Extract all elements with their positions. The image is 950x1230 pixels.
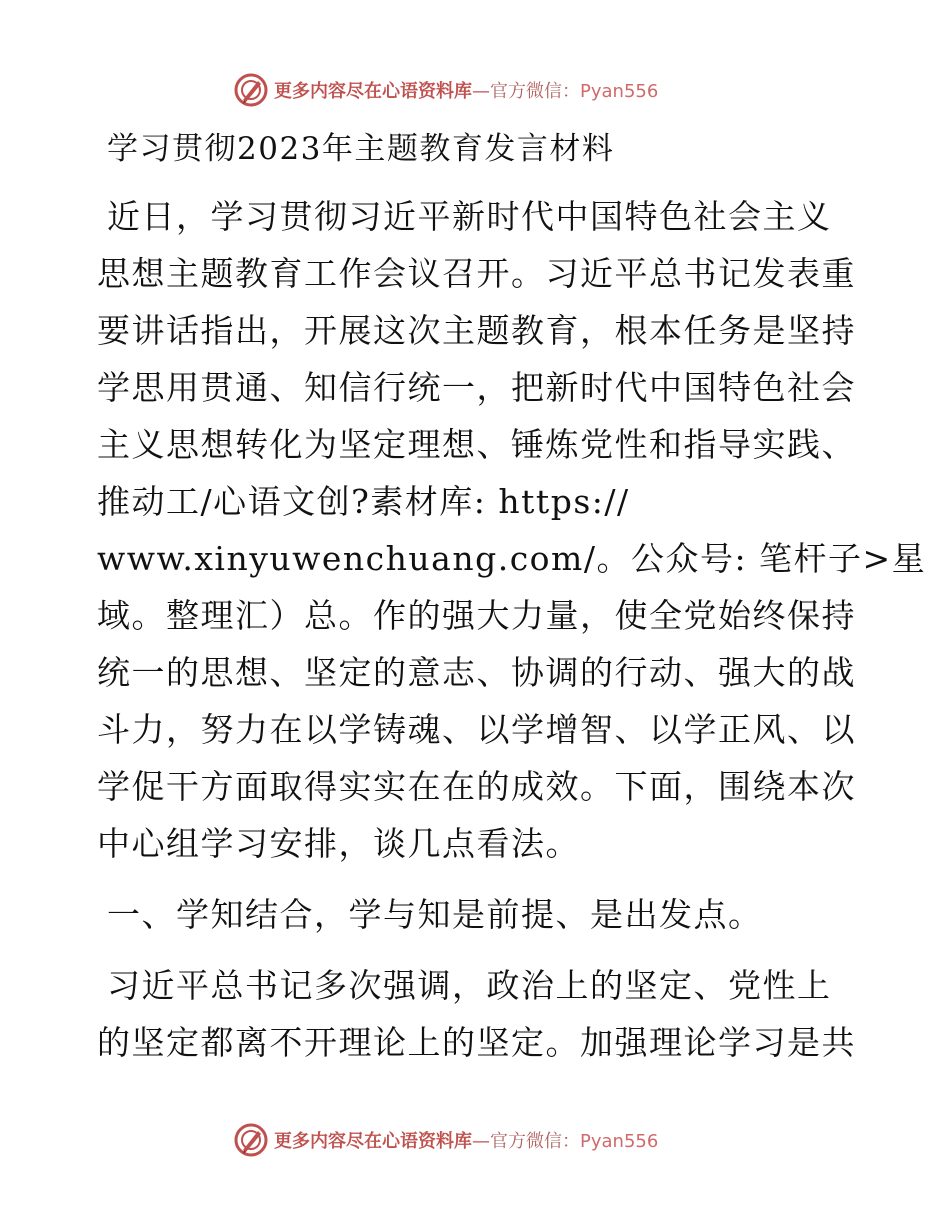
- paragraph-line: 域。整理汇）总。作的强大力量，使全党始终保持: [97, 596, 856, 635]
- banner-wechat-label: 官方微信：: [490, 1131, 580, 1152]
- paragraph-line: 斗力，努力在以学铸魂、以学增智、以学正风、以: [97, 710, 856, 749]
- banner-site: 更多内容尽在心语资料库: [274, 81, 472, 102]
- paragraph-intro: [97, 188, 927, 872]
- banner-text: [274, 77, 658, 103]
- paragraph-line: 统一的思想、坚定的意志、协调的行动、强大的战: [97, 653, 856, 692]
- header-banner: [234, 70, 734, 110]
- banner-wechat-label: 官方微信：: [490, 81, 580, 102]
- paragraph-line: 学思用贯通、知信行统一，把新时代中国特色社会: [97, 368, 856, 407]
- paragraph-line: 思想主题教育工作会议召开。习近平总书记发表重: [97, 254, 856, 293]
- banner-wechat-id: Pyan556: [580, 81, 659, 102]
- paragraph-line: 的坚定都离不开理论上的坚定。加强理论学习是共: [97, 1023, 856, 1062]
- document-title: 学习贯彻2023年主题教育发言材料: [107, 131, 615, 167]
- paragraph-line: 主义思想转化为坚定理想、锤炼党性和指导实践、: [97, 425, 856, 464]
- banner-dash: —: [472, 1131, 490, 1152]
- paragraph-line: 要讲话指出，开展这次主题教育，根本任务是坚持: [97, 311, 856, 350]
- paragraph-line: 习近平总书记多次强调，政治上的坚定、党性上: [107, 966, 832, 1005]
- banner-dash: —: [472, 81, 490, 102]
- footer-banner: [234, 1120, 734, 1160]
- paragraph-line: 中心组学习安排，谈几点看法。: [97, 824, 580, 863]
- document-body: [97, 120, 927, 1071]
- banner-text: [274, 1127, 658, 1153]
- section-heading-1: [97, 886, 857, 943]
- quill-logo-icon: [234, 1123, 268, 1157]
- paragraph-line: 近日，学习贯彻习近平新时代中国特色社会主义: [107, 197, 832, 236]
- section-heading-text: 一、学知结合，学与知是前提、是出发点。: [107, 895, 763, 934]
- paragraph-line: 推动工/心语文创?素材库: https://: [97, 482, 630, 521]
- quill-logo-icon: [234, 73, 268, 107]
- paragraph-line: 学促干方面取得实实在在的成效。下面，围绕本次: [97, 767, 856, 806]
- paragraph-line: www.xinyuwenchuang.com/。公众号: 笔杆子>星: [97, 539, 927, 578]
- paragraph-section-1: [97, 957, 857, 1071]
- banner-wechat-id: Pyan556: [580, 1131, 659, 1152]
- banner-site: 更多内容尽在心语资料库: [274, 1131, 472, 1152]
